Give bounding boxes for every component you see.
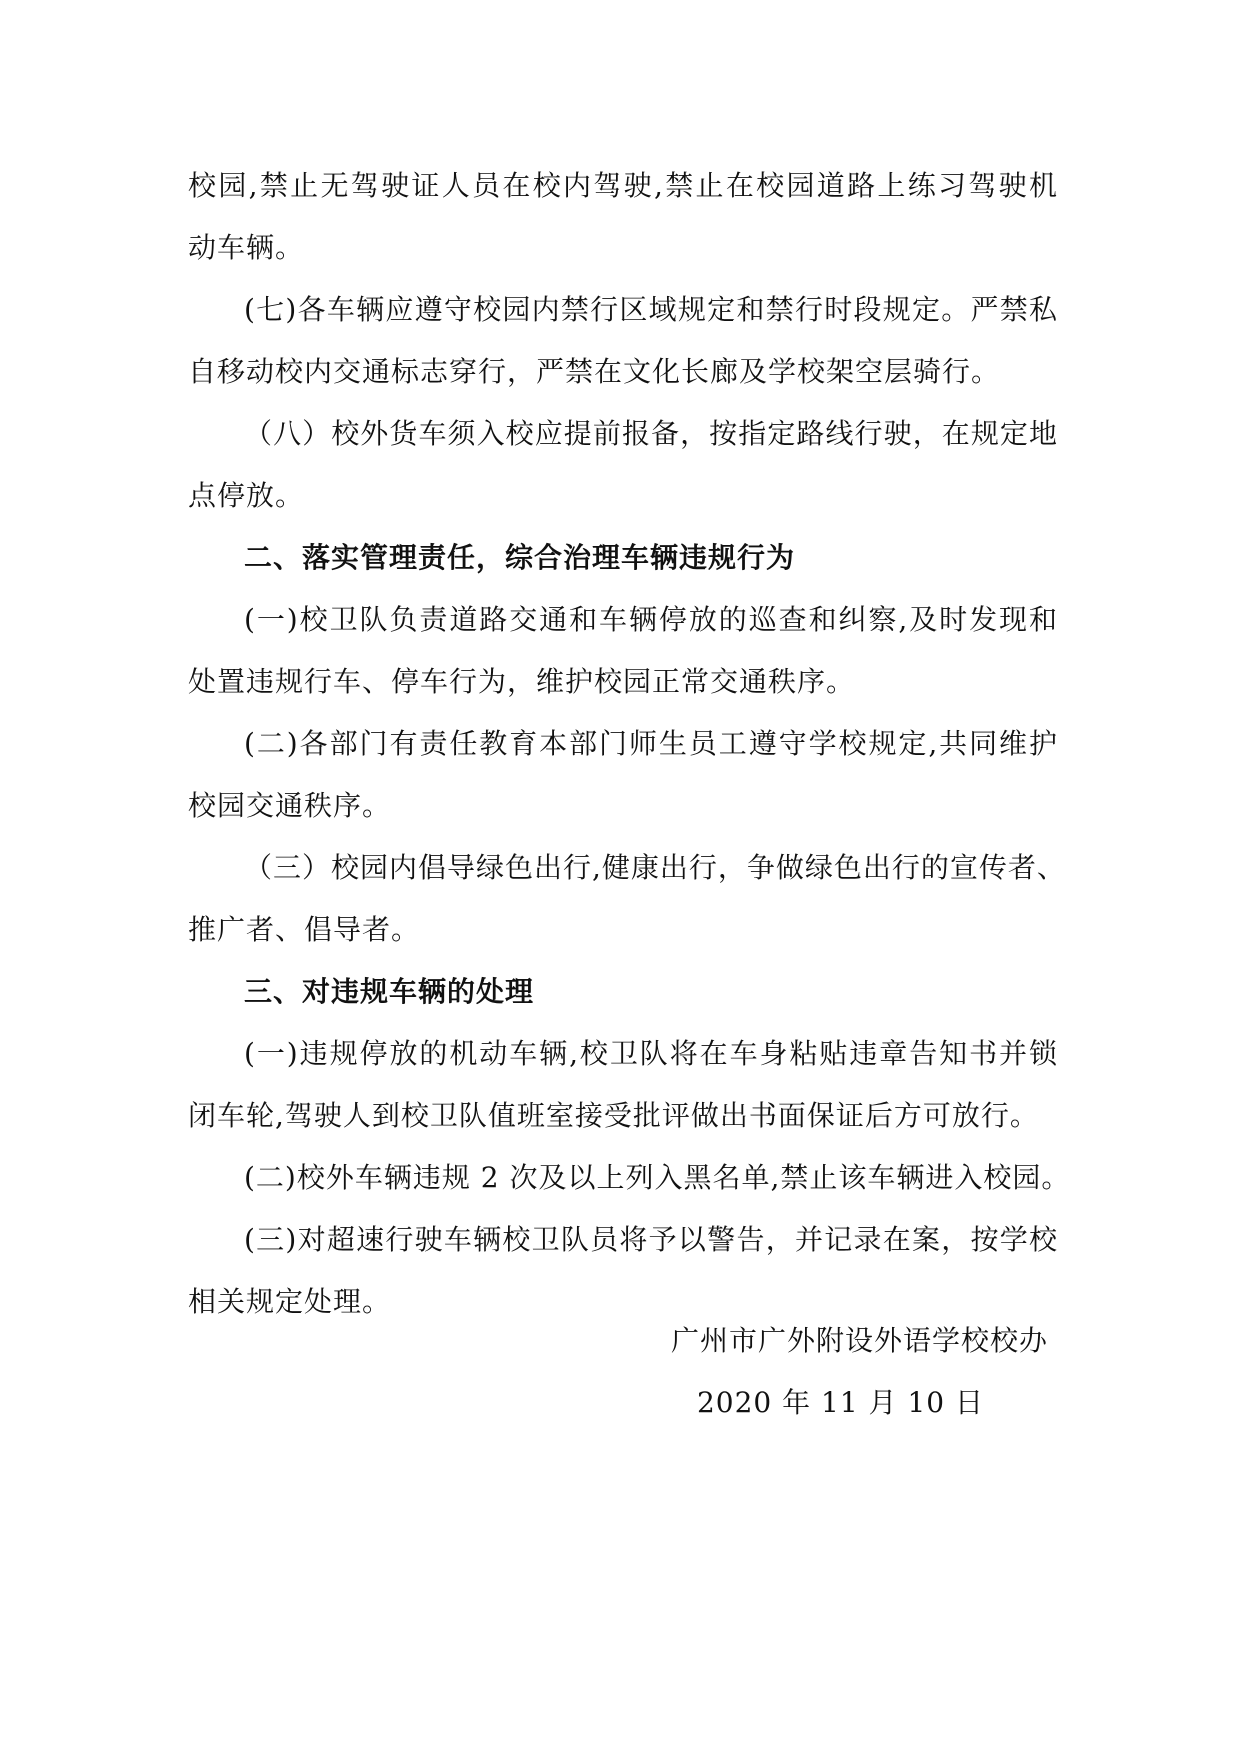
paragraph bbox=[188, 589, 1058, 713]
signature: 广州市广外附设外语学校校办 bbox=[670, 1324, 1048, 1357]
text-line: (二)校外车辆违规 2 次及以上列入黑名单,禁止该车辆进入校园。 bbox=[244, 1161, 1071, 1194]
section-heading bbox=[188, 961, 1058, 1023]
text-line: （八）校外货车须入校应提前报备，按指定路线行驶，在规定地 bbox=[244, 417, 1058, 450]
text-line: (一)校卫队负责道路交通和车辆停放的巡查和纠察,及时发现和 bbox=[244, 603, 1058, 636]
text-line: (一)违规停放的机动车辆,校卫队将在车身粘贴违章告知书并锁 bbox=[244, 1037, 1058, 1070]
paragraph bbox=[188, 713, 1058, 837]
text-line: 校园交通秩序。 bbox=[188, 789, 392, 822]
text-line: (三)对超速行驶车辆校卫队员将予以警告，并记录在案，按学校 bbox=[244, 1223, 1058, 1256]
paragraph bbox=[188, 837, 1066, 961]
text-line: 二、落实管理责任，综合治理车辆违规行为 bbox=[244, 541, 796, 574]
text-line: 处置违规行车、停车行为，维护校园正常交通秩序。 bbox=[188, 665, 856, 698]
section-heading bbox=[188, 527, 1058, 589]
text-line: 动车辆。 bbox=[188, 231, 305, 264]
text-line: （三）校园内倡导绿色出行,健康出行，争做绿色出行的宣传者、 bbox=[244, 851, 1066, 884]
paragraph bbox=[188, 279, 1058, 403]
paragraph bbox=[188, 155, 1058, 279]
text-line: 校园,禁止无驾驶证人员在校内驾驶,禁止在校园道路上练习驾驶机 bbox=[188, 169, 1058, 202]
paragraph bbox=[188, 1147, 1071, 1209]
paragraph bbox=[188, 1023, 1058, 1147]
document-body bbox=[188, 155, 1071, 1333]
text-line: 点停放。 bbox=[188, 479, 305, 512]
text-line: 三、对违规车辆的处理 bbox=[244, 975, 535, 1008]
paragraph bbox=[188, 403, 1058, 527]
text-line: (七)各车辆应遵守校园内禁行区域规定和禁行时段规定。严禁私 bbox=[244, 293, 1058, 326]
text-line: 推广者、倡导者。 bbox=[188, 913, 421, 946]
text-line: 相关规定处理。 bbox=[188, 1285, 392, 1318]
text-line: 闭车轮,驾驶人到校卫队值班室接受批评做出书面保证后方可放行。 bbox=[188, 1099, 1039, 1132]
issue-date: 2020 年 11 月 10 日 bbox=[696, 1386, 984, 1419]
text-line: 自移动校内交通标志穿行，严禁在文化长廊及学校架空层骑行。 bbox=[188, 355, 1001, 388]
text-line: (二)各部门有责任教育本部门师生员工遵守学校规定,共同维护 bbox=[244, 727, 1058, 760]
